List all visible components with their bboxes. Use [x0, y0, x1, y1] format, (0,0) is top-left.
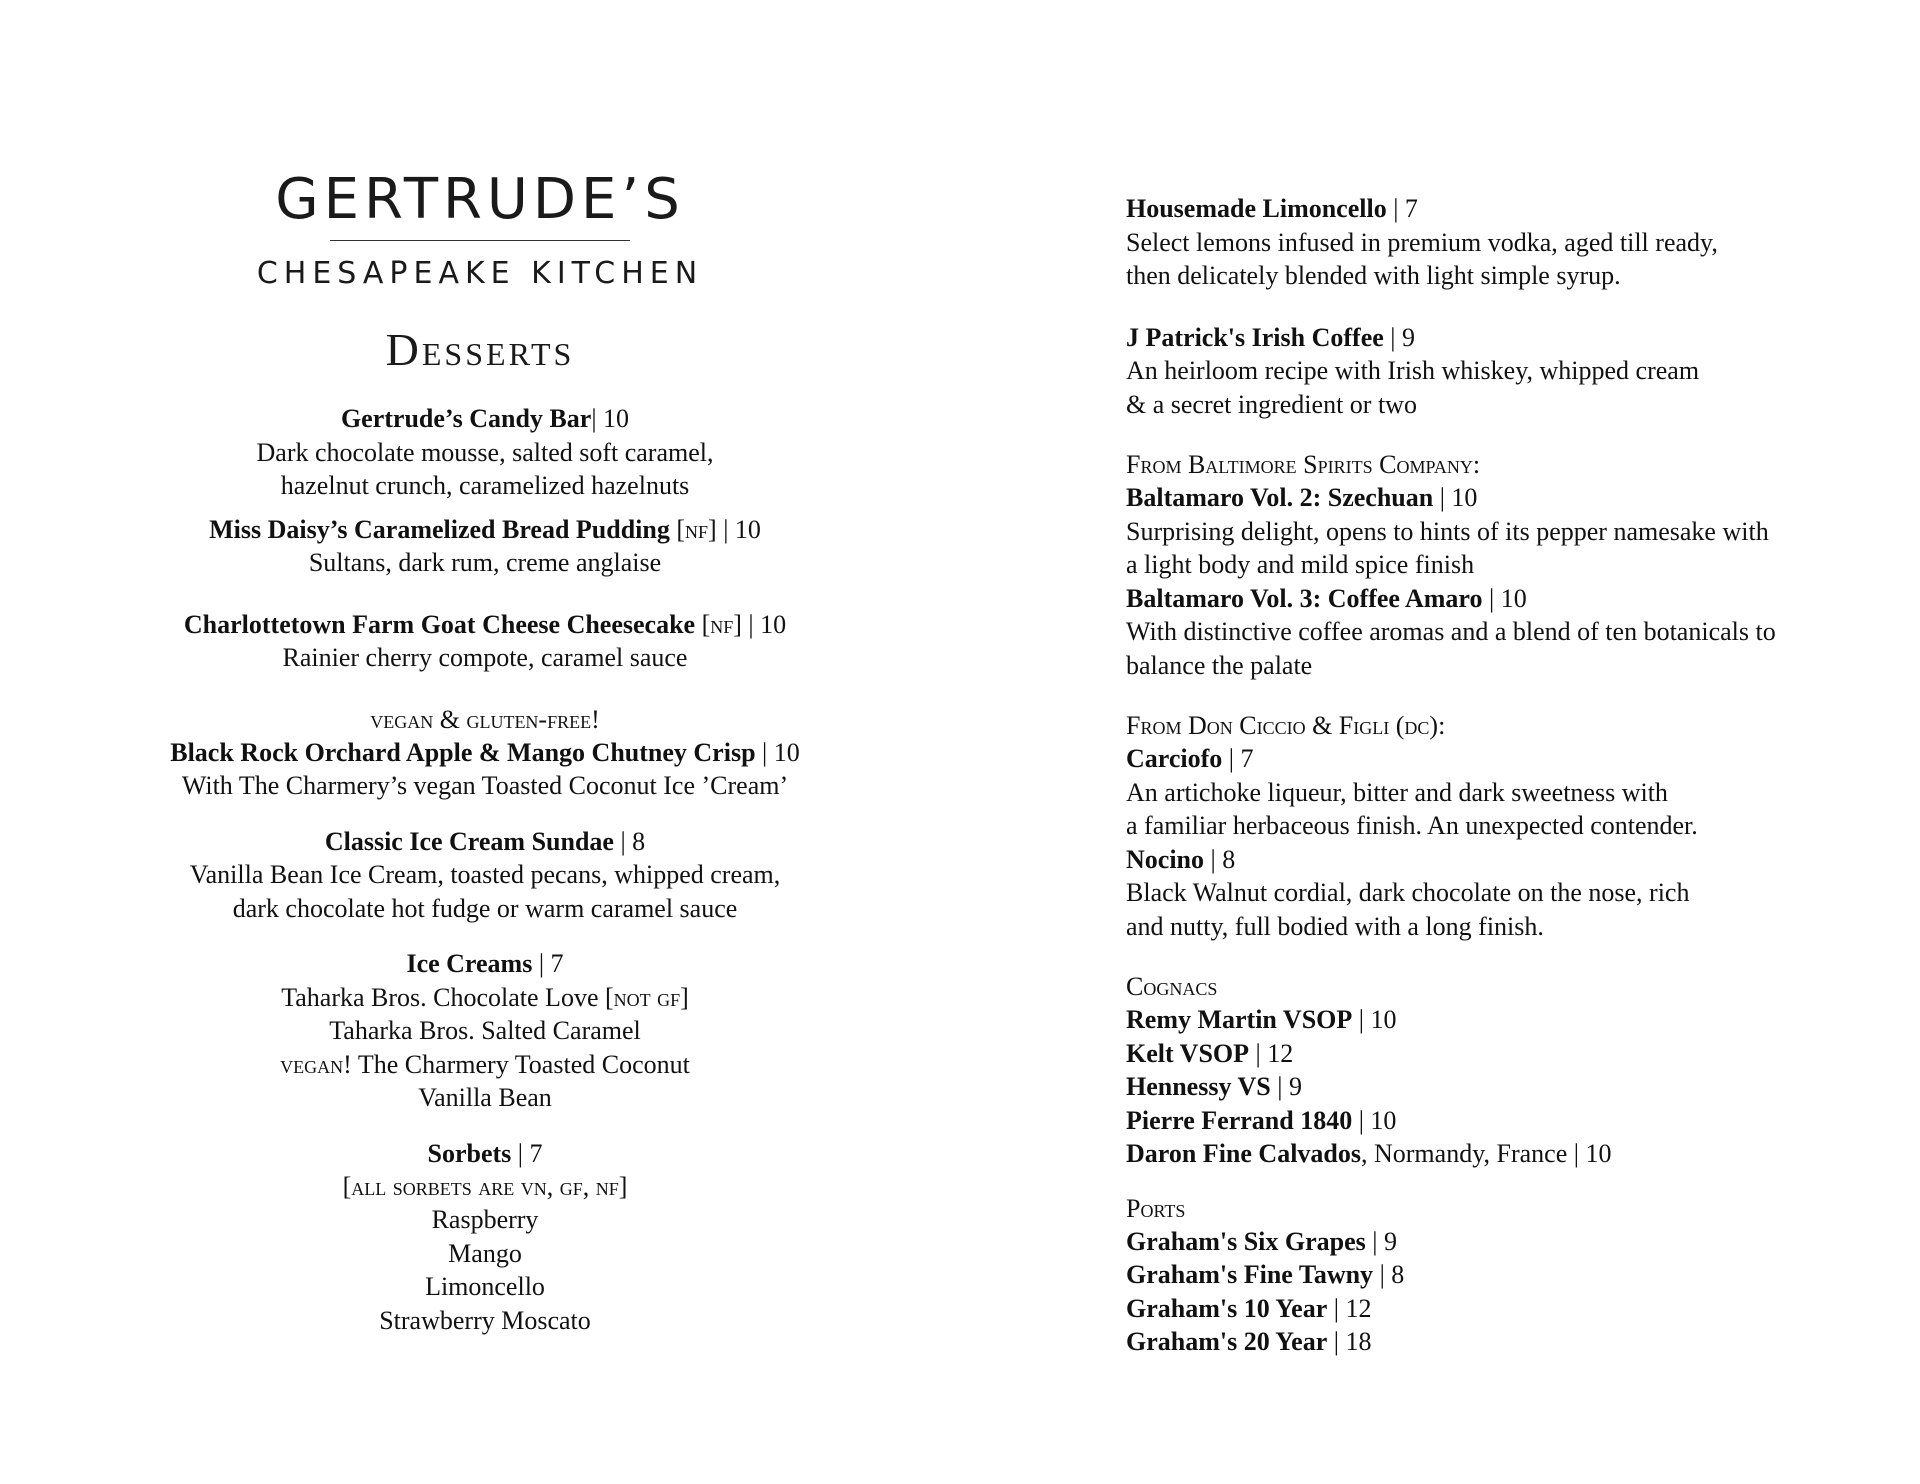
- item-name: Black Rock Orchard Apple & Mango Chutney Crisp: [170, 737, 756, 767]
- item-name: Sorbets: [427, 1138, 512, 1168]
- item-tag: [nf]: [695, 609, 742, 639]
- flavor-line: Strawberry Moscato: [379, 1305, 591, 1335]
- page-title: Desserts: [385, 324, 575, 375]
- item-description: then delicately blended with light simple syrup.: [1126, 261, 1621, 290]
- item-name: Daron Fine Calvados: [1126, 1139, 1361, 1168]
- flavor-line: Raspberry: [431, 1205, 539, 1234]
- item-description: & a secret ingredient or two: [1126, 389, 1417, 419]
- brand-subtitle: CHESAPEAKE KITCHEN: [256, 256, 704, 291]
- item-price: | 18: [1327, 1327, 1372, 1356]
- item-description: a light body and mild spice finish: [1126, 550, 1475, 579]
- item-price: | 12: [1249, 1038, 1294, 1068]
- item-description: hazelnut crunch, caramelized hazelnuts: [280, 471, 690, 500]
- item-name: Ice Creams: [406, 949, 533, 978]
- flavor-line: Limoncello: [425, 1272, 545, 1301]
- item-name: Graham's Fine Tawny: [1126, 1260, 1374, 1289]
- item-description: With The Charmery’s vegan Toasted Coconut Ice ’Cream’: [181, 771, 789, 800]
- dessert-item: [90, 703, 880, 803]
- item-name: Gertrude’s Candy Bar: [340, 404, 592, 433]
- item-name: Hennessy VS: [1126, 1072, 1271, 1101]
- flavor-line: Vanilla Bean: [418, 1083, 552, 1112]
- item-price: | 10: [591, 404, 630, 433]
- item-price: | 8: [613, 826, 646, 856]
- don-ciccio-section: [1126, 710, 1886, 943]
- item-description: With distinctive coffee aromas and a blend of ten botanicals to: [1126, 617, 1776, 646]
- item-name: Charlottetown Farm Goat Cheese Cheesecake: [183, 609, 696, 639]
- section-header: From Don Ciccio & Figli (dc):: [1126, 711, 1446, 740]
- item-name: Graham's Six Grapes: [1126, 1226, 1366, 1256]
- item-name: Carciofo: [1126, 744, 1223, 773]
- item-name: Baltamaro Vol. 2: Szechuan: [1126, 483, 1434, 512]
- section-header: From Baltimore Spirits Company:: [1126, 450, 1481, 479]
- flavor-tag: [not gf]: [604, 982, 689, 1012]
- item-name: Graham's 10 Year: [1126, 1293, 1328, 1323]
- item-price: | 10: [1567, 1139, 1612, 1168]
- item-origin: , Normandy, France: [1361, 1139, 1568, 1168]
- item-name: J Patrick's Irish Coffee: [1126, 322, 1384, 352]
- item-note: [all sorbets are vn, gf, nf]: [342, 1172, 628, 1201]
- item-description: Surprising delight, opens to hints of its pepper namesake with: [1126, 516, 1769, 546]
- item-price: | 8: [1373, 1260, 1405, 1289]
- item-price: | 10: [716, 514, 761, 544]
- item-description: dark chocolate hot fudge or warm caramel sauce: [232, 893, 738, 923]
- item-price: | 7: [1222, 744, 1254, 773]
- item-price: | 9: [1270, 1072, 1302, 1101]
- item-name: Graham's 20 Year: [1126, 1327, 1328, 1356]
- section-header: Cognacs: [1126, 972, 1218, 1001]
- desserts-column: [90, 402, 880, 1337]
- dessert-item: [90, 1137, 880, 1338]
- item-price: | 10: [1433, 483, 1478, 512]
- section-header: Ports: [1126, 1193, 1186, 1223]
- flavor-line: Mango: [448, 1238, 522, 1268]
- brand-name: GERTRUDE’S: [275, 167, 685, 232]
- logo-divider: [330, 240, 630, 241]
- item-price: | 10: [741, 609, 787, 639]
- flavor-text: ! The Charmery Toasted Coconut: [343, 1049, 690, 1079]
- flavor-line: [90, 981, 880, 1015]
- item-price: | 7: [532, 949, 564, 978]
- dessert-item: [90, 825, 880, 926]
- flavor-line: Taharka Bros. Salted Caramel: [329, 1016, 641, 1045]
- item-description: An heirloom recipe with Irish whiskey, whipped cream: [1126, 356, 1700, 385]
- item-price: | 10: [1352, 1005, 1397, 1034]
- item-description: Select lemons infused in premium vodka, aged till ready,: [1126, 227, 1718, 257]
- dessert-item: [90, 608, 880, 675]
- item-price: | 10: [755, 737, 800, 767]
- item-name: Housemade Limoncello: [1126, 194, 1387, 223]
- item-price: | 12: [1327, 1293, 1372, 1323]
- drink-item: [1126, 192, 1886, 293]
- item-price: | 9: [1383, 322, 1415, 352]
- item-price: | 10: [1352, 1105, 1397, 1135]
- flavor-text: Taharka Bros. Chocolate Love: [281, 982, 605, 1012]
- item-price: | 8: [1204, 844, 1236, 874]
- item-price: | 7: [511, 1138, 543, 1168]
- item-description: Dark chocolate mousse, salted soft caramel,: [256, 437, 714, 467]
- drink-item: [1126, 321, 1886, 422]
- item-description: Black Walnut cordial, dark chocolate on the nose, rich: [1126, 878, 1690, 907]
- item-name: Miss Daisy’s Caramelized Bread Pudding: [209, 514, 670, 544]
- drinks-column: [1126, 192, 1886, 1359]
- baltimore-section: [1126, 449, 1886, 682]
- item-description: a familiar herbaceous finish. An unexpected contender.: [1126, 811, 1698, 840]
- item-description: and nutty, full bodied with a long finish.: [1126, 911, 1544, 941]
- item-name: Baltamaro Vol. 3: Coffee Amaro: [1126, 583, 1483, 613]
- dessert-item: [90, 402, 880, 503]
- item-name: Pierre Ferrand 1840: [1126, 1105, 1353, 1135]
- item-description: balance the palate: [1126, 650, 1313, 680]
- dessert-item: [90, 947, 880, 1115]
- item-description: Rainier cherry compote, caramel sauce: [282, 643, 688, 672]
- item-description: An artichoke liqueur, bitter and dark sweetness with: [1126, 777, 1668, 807]
- item-name: Remy Martin VSOP: [1126, 1005, 1353, 1034]
- item-tag: [nf]: [669, 514, 717, 544]
- cognacs-section: [1126, 971, 1886, 1171]
- flavor-line: [90, 1048, 880, 1082]
- item-description: Vanilla Bean Ice Cream, toasted pecans, whipped cream,: [189, 860, 781, 889]
- item-price: | 10: [1482, 583, 1527, 613]
- item-description: Sultans, dark rum, creme anglaise: [308, 548, 662, 577]
- item-name: Classic Ice Cream Sundae: [324, 826, 614, 856]
- item-price: | 7: [1386, 194, 1418, 223]
- item-name: Kelt VSOP: [1126, 1038, 1250, 1068]
- item-note: vegan & gluten-free!: [370, 704, 600, 734]
- dessert-item: [90, 513, 880, 580]
- item-name: Nocino: [1126, 844, 1204, 874]
- flavor-tag: vegan: [280, 1049, 344, 1079]
- item-price: | 9: [1365, 1226, 1398, 1256]
- ports-section: [1126, 1193, 1886, 1359]
